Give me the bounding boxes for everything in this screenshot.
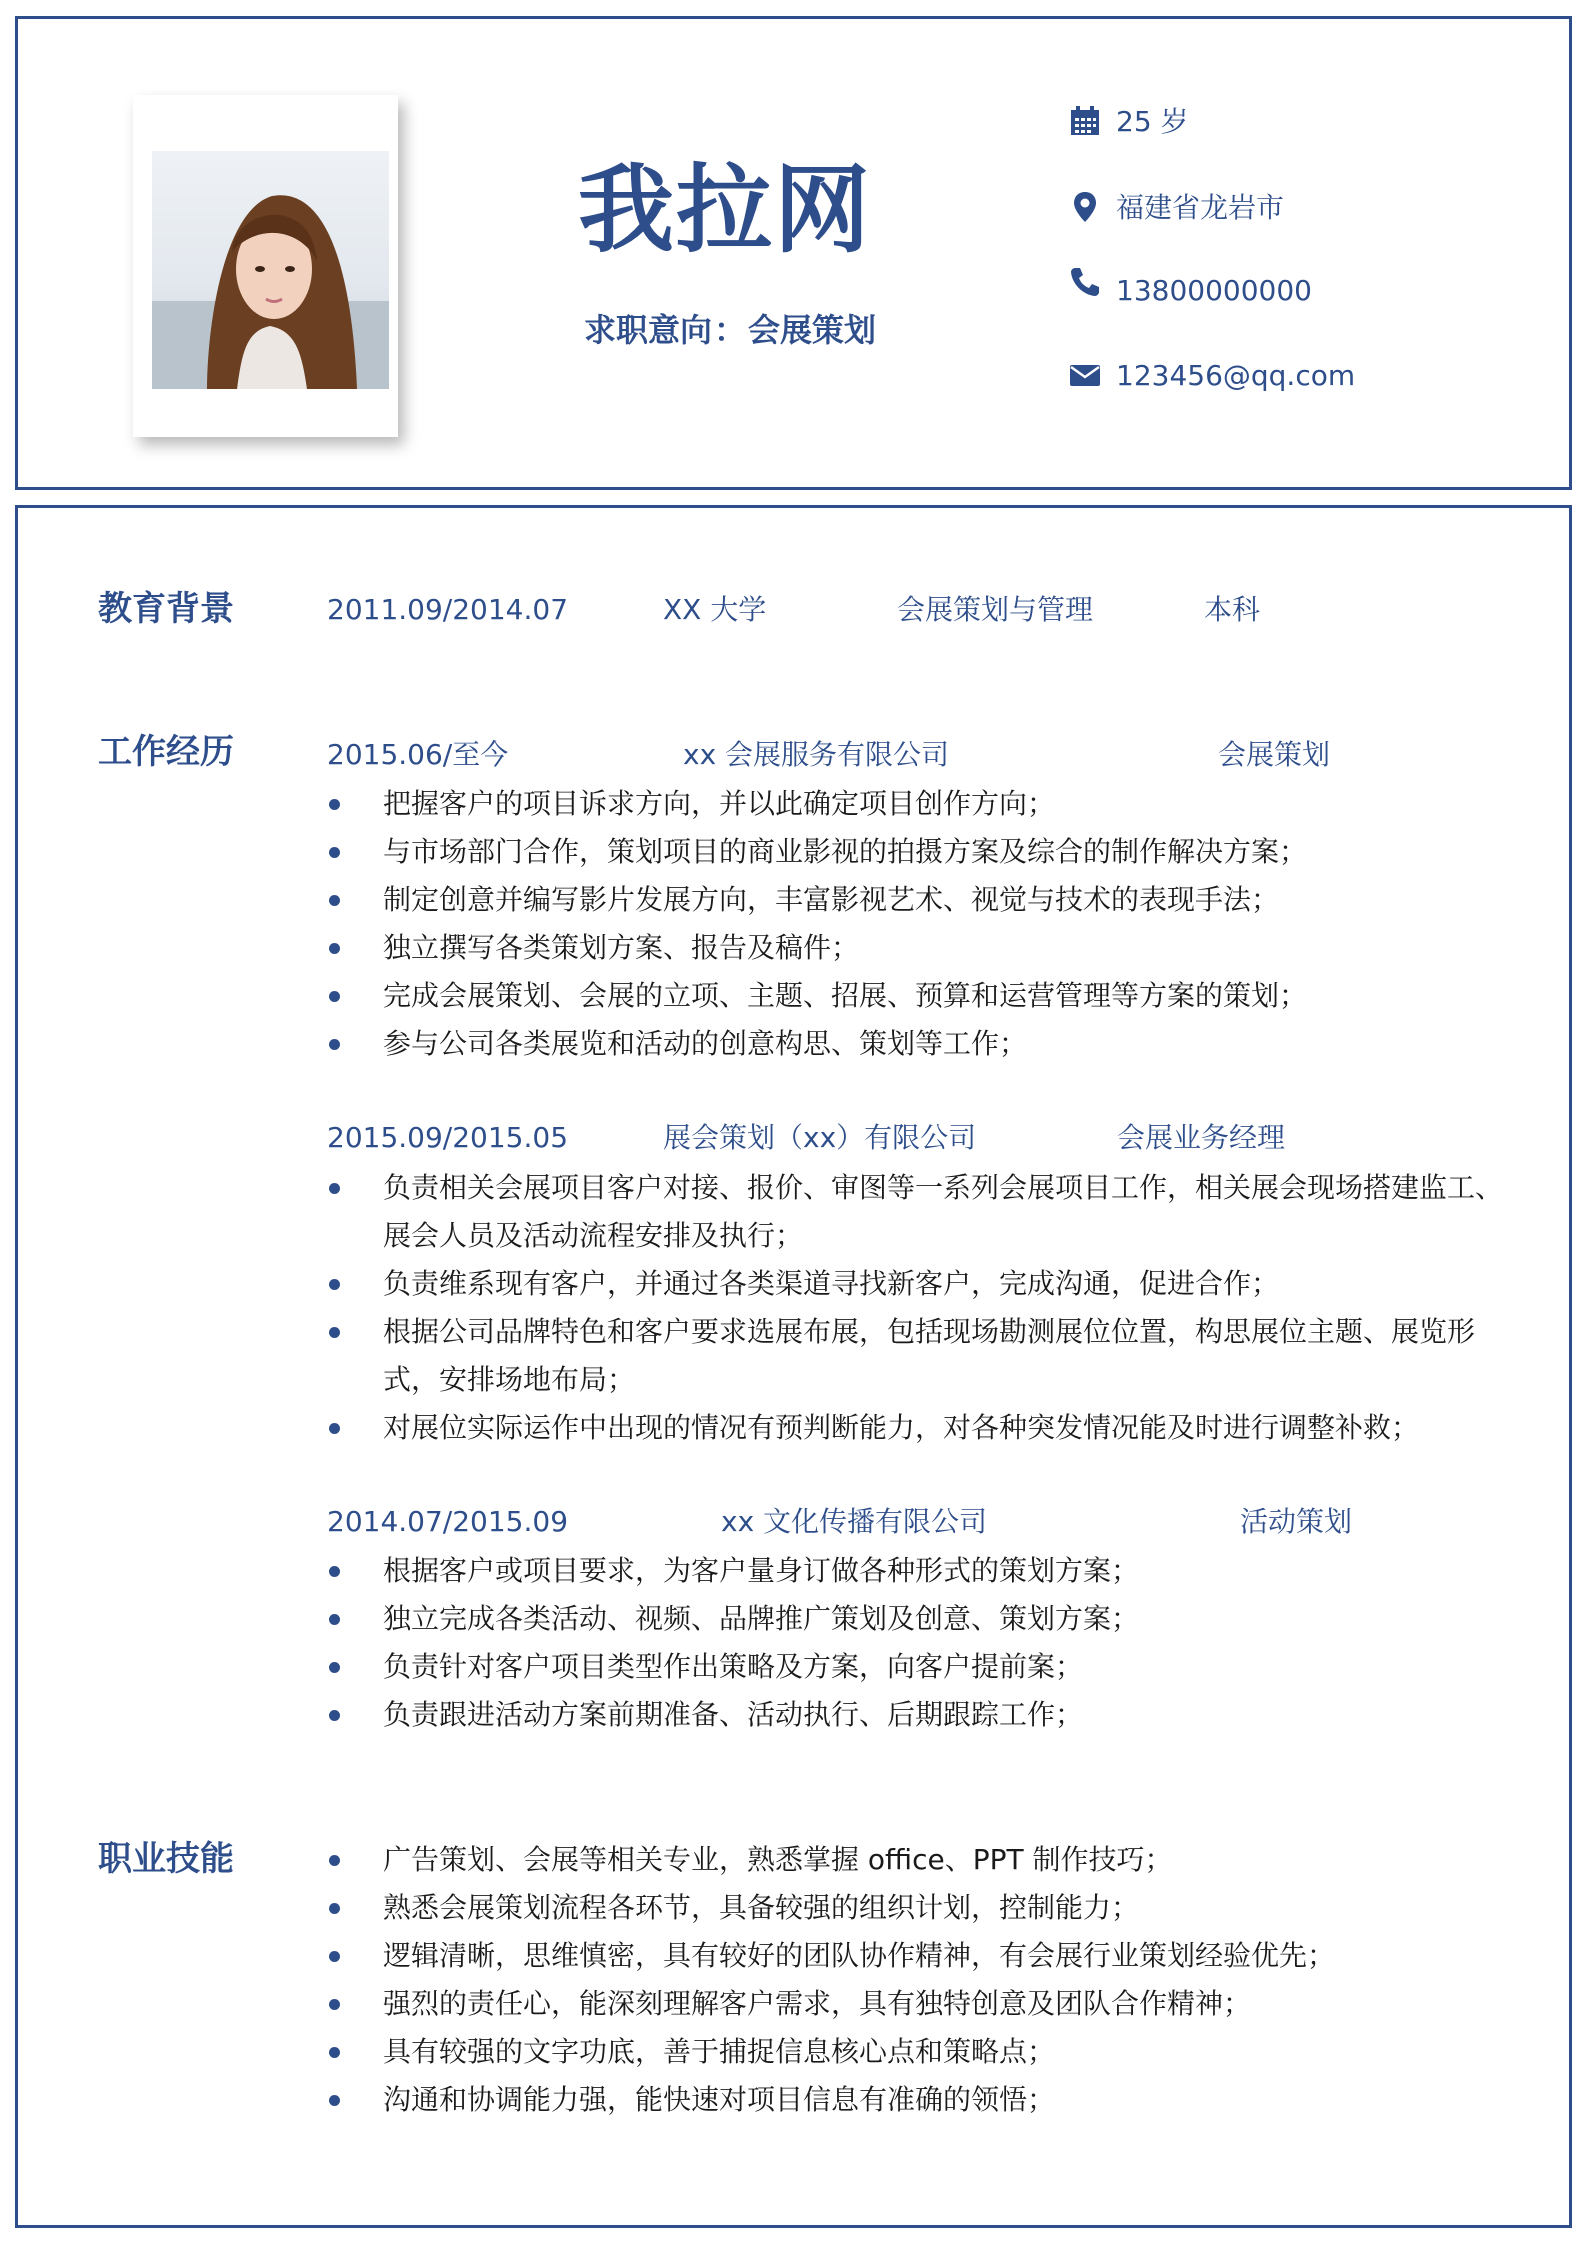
list-item: 广告策划、会展等相关专业，熟悉掌握 office、PPT 制作技巧；	[325, 1836, 1515, 1884]
job-1-position: 会展策划	[1218, 738, 1331, 771]
contact-email-text: 123456@qq.com	[1116, 359, 1356, 392]
job-2-period: 2015.09/2015.05	[327, 1121, 569, 1154]
list-item: 完成会展策划、会展的立项、主题、招展、预算和运营管理等方案的策划；	[325, 972, 1515, 1020]
job-intent	[520, 310, 940, 350]
location-pin-icon	[1068, 190, 1102, 224]
list-item: 负责针对客户项目类型作出策略及方案，向客户提前案；	[325, 1643, 1515, 1691]
candidate-name: 我拉网	[578, 154, 872, 266]
list-item: 具有较强的文字功底，善于捕捉信息核心点和策略点；	[325, 2028, 1515, 2076]
list-item: 负责维系现有客户，并通过各类渠道寻找新客户，完成沟通，促进合作；	[325, 1260, 1515, 1308]
envelope-icon	[1068, 358, 1102, 392]
job-intent-separator: ：	[713, 311, 746, 349]
job-3-company: xx 文化传播有限公司	[721, 1505, 988, 1538]
list-item: 根据客户或项目要求，为客户量身订做各种形式的策划方案；	[325, 1547, 1515, 1595]
job-intent-value: 会展策划	[748, 311, 877, 349]
job-2-company: 展会策划（xx）有限公司	[663, 1121, 977, 1154]
job-1-period: 2015.06/至今	[327, 738, 509, 771]
job-2-duties	[325, 1164, 1515, 1452]
education-period: 2011.09/2014.07	[327, 593, 569, 626]
list-item: 熟悉会展策划流程各环节，具备较强的组织计划，控制能力；	[325, 1884, 1515, 1932]
contact-location-text: 福建省龙岩市	[1116, 191, 1285, 224]
contact-phone-text: 13800000000	[1116, 274, 1312, 307]
calendar-icon	[1068, 104, 1102, 138]
education-degree: 本科	[1204, 593, 1261, 626]
list-item: 独立完成各类活动、视频、品牌推广策划及创意、策划方案；	[325, 1595, 1515, 1643]
profile-photo	[152, 151, 389, 389]
list-item: 参与公司各类展览和活动的创意构思、策划等工作；	[325, 1020, 1515, 1068]
job-1-duties	[325, 780, 1515, 1068]
job-3-position: 活动策划	[1240, 1505, 1353, 1538]
list-item: 沟通和协调能力强，能快速对项目信息有准确的领悟；	[325, 2076, 1515, 2124]
list-item: 独立撰写各类策划方案、报告及稿件；	[325, 924, 1515, 972]
job-intent-label: 求职意向	[583, 311, 712, 349]
section-title-work: 工作经历	[98, 732, 234, 772]
phone-icon	[1068, 265, 1102, 299]
section-title-education: 教育背景	[98, 589, 234, 629]
list-item: 对展位实际运作中出现的情况有预判断能力，对各种突发情况能及时进行调整补救；	[325, 1404, 1515, 1452]
job-2-position: 会展业务经理	[1117, 1121, 1286, 1154]
job-3-duties	[325, 1547, 1515, 1739]
list-item: 把握客户的项目诉求方向，并以此确定项目创作方向；	[325, 780, 1515, 828]
list-item: 负责跟进活动方案前期准备、活动执行、后期跟踪工作；	[325, 1691, 1515, 1739]
job-1-company: xx 会展服务有限公司	[683, 738, 950, 771]
list-item: 根据公司品牌特色和客户要求选展布展，包括现场勘测展位位置，构思展位主题、展览形式，安排场地布局；	[325, 1308, 1515, 1404]
education-school: XX 大学	[663, 593, 767, 626]
education-major: 会展策划与管理	[897, 593, 1094, 626]
list-item: 逻辑清晰，思维慎密，具有较好的团队协作精神，有会展行业策划经验优先；	[325, 1932, 1515, 1980]
profile-photo-frame	[133, 95, 398, 437]
skills-list	[325, 1836, 1515, 2124]
section-title-skills: 职业技能	[98, 1839, 234, 1879]
list-item: 与市场部门合作，策划项目的商业影视的拍摄方案及综合的制作解决方案；	[325, 828, 1515, 876]
list-item: 强烈的责任心，能深刻理解客户需求，具有独特创意及团队合作精神；	[325, 1980, 1515, 2028]
job-3-period: 2014.07/2015.09	[327, 1505, 569, 1538]
contact-age-text: 25 岁	[1116, 105, 1189, 138]
list-item: 负责相关会展项目客户对接、报价、审图等一系列会展项目工作，相关展会现场搭建监工、展会人员及活动流程安排及执行；	[325, 1164, 1515, 1260]
list-item: 制定创意并编写影片发展方向，丰富影视艺术、视觉与技术的表现手法；	[325, 876, 1515, 924]
